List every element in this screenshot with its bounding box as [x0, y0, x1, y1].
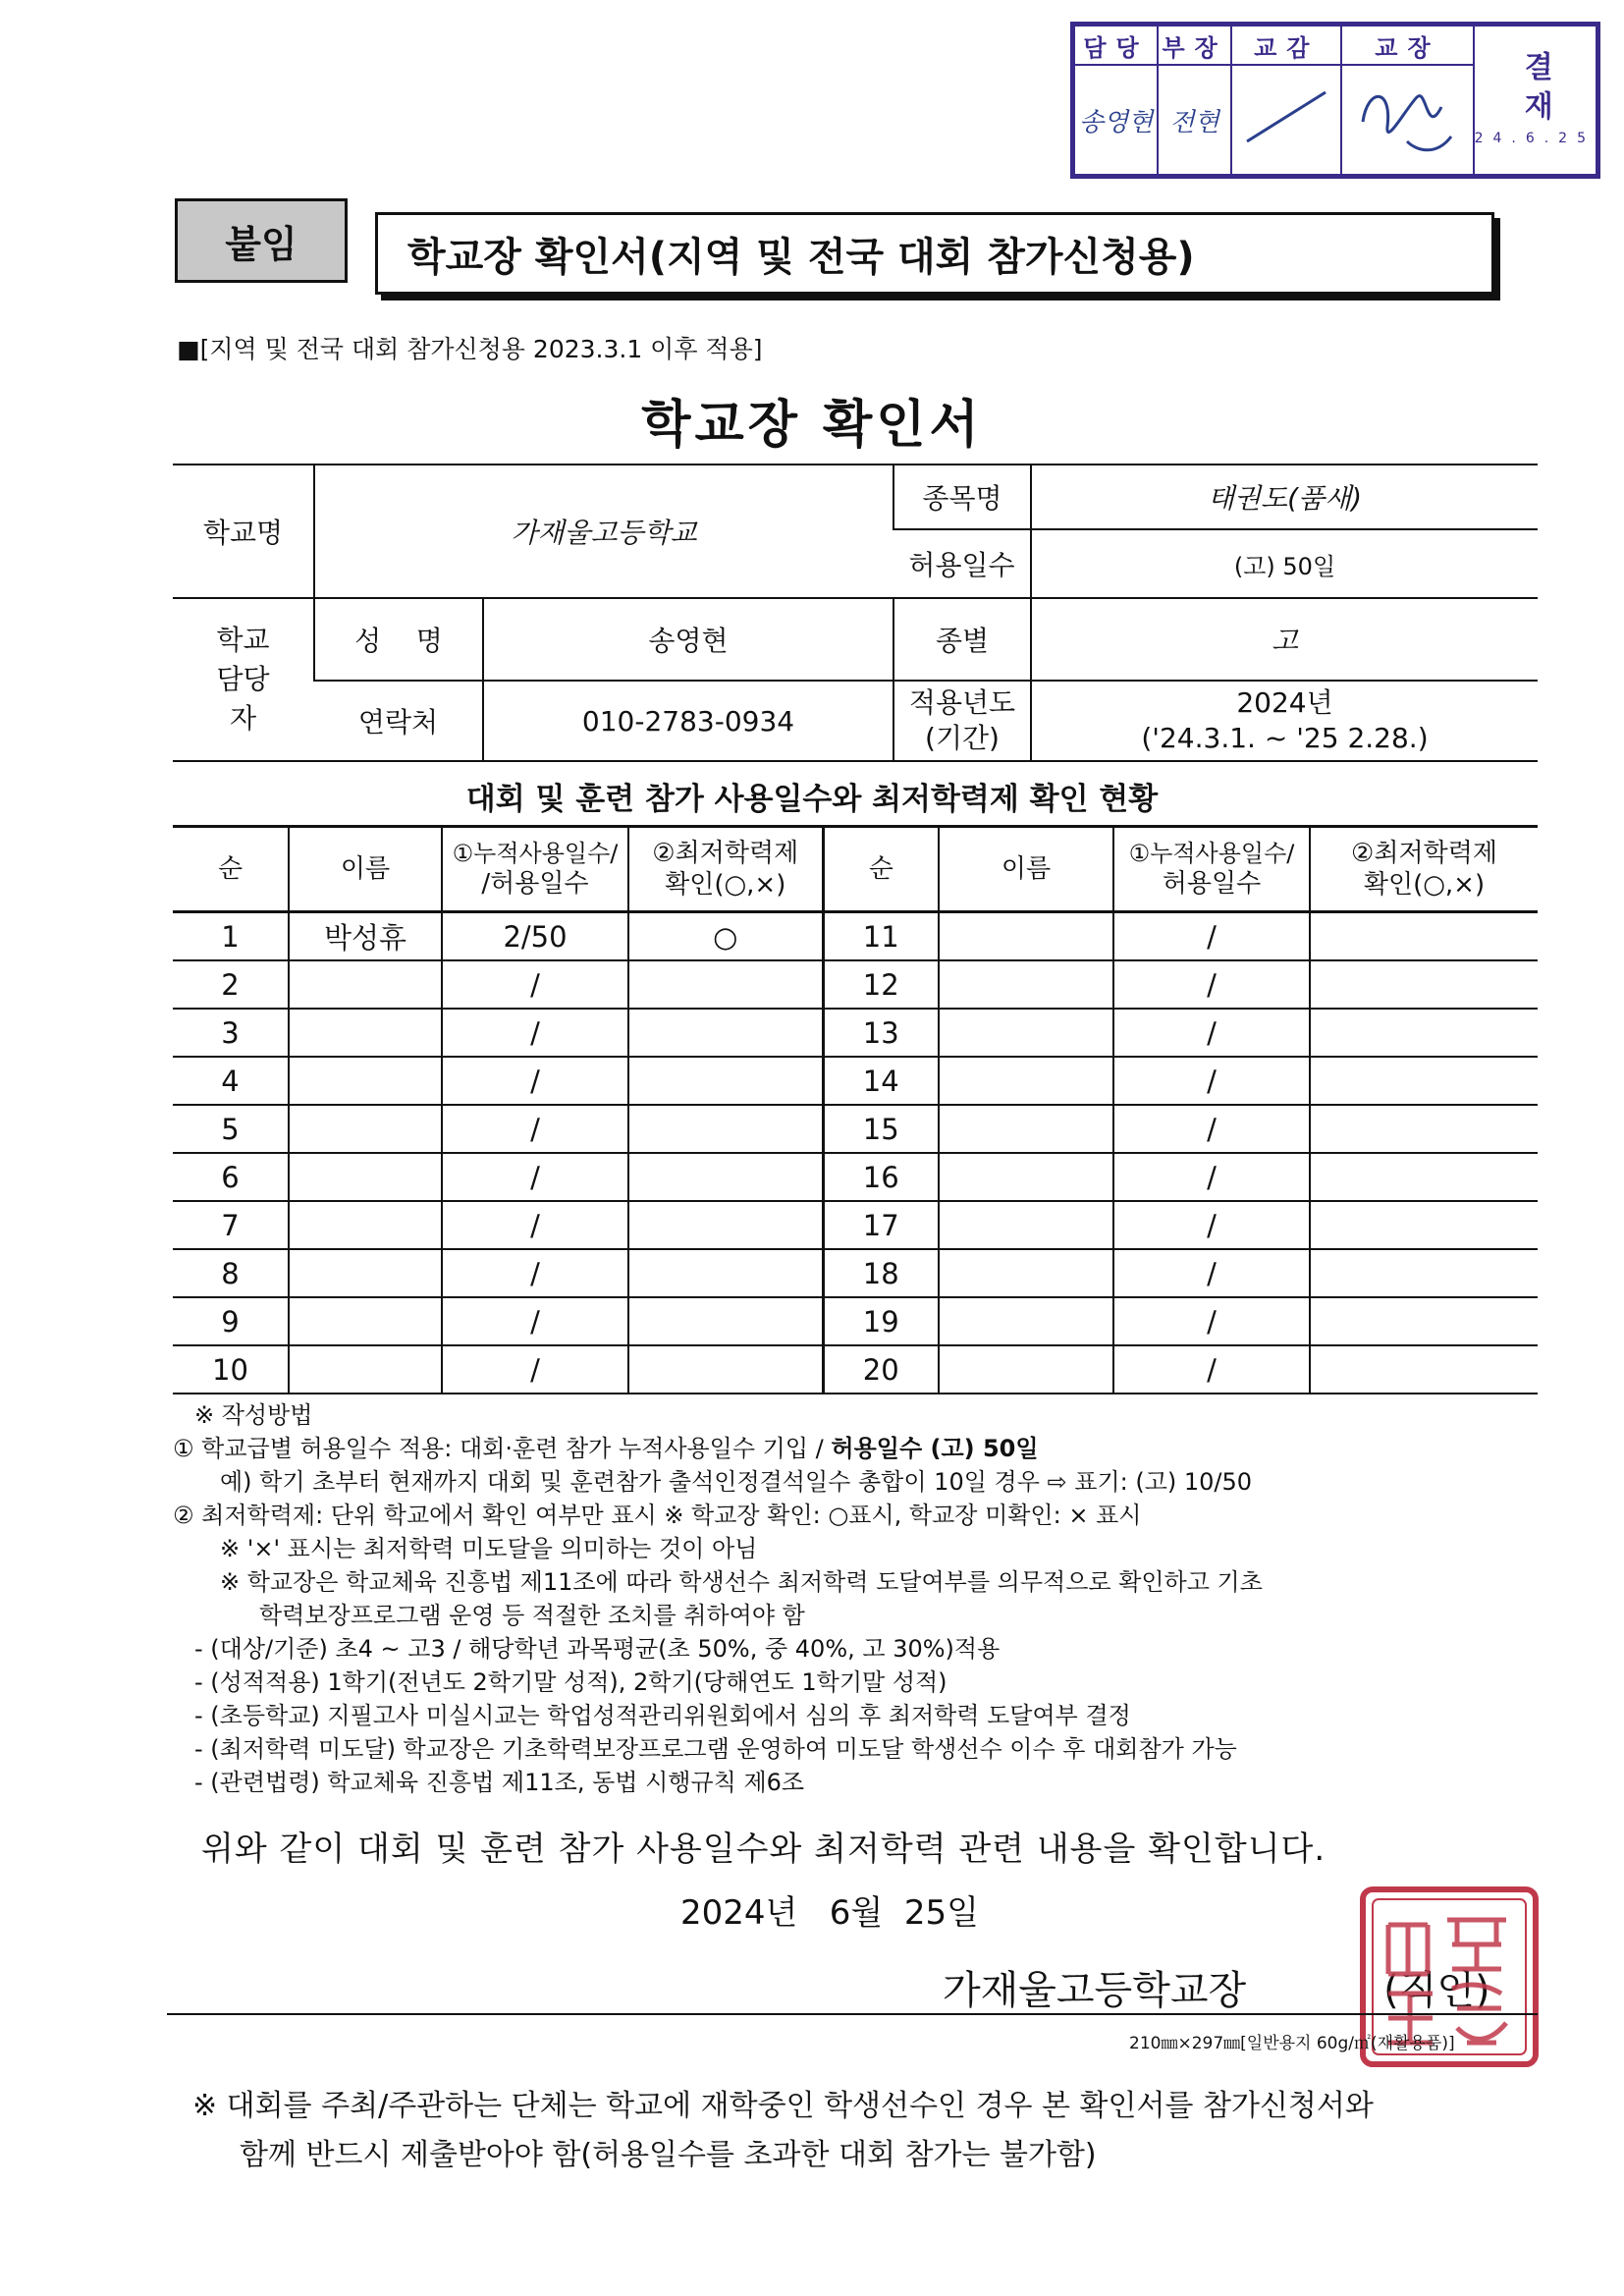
approval-sign-principal [1341, 65, 1473, 175]
divider [167, 2013, 1538, 2015]
participants-table [173, 825, 1538, 1394]
footer-line-2: 함께 반드시 제출받아야 함(허용일수를 초과한 대회 참가는 불가함) [240, 2138, 1097, 2172]
table-row [173, 1201, 1538, 1249]
row-check [1310, 912, 1538, 961]
apply-note: ■[지역 및 전국 대회 참가신청용 2023.3.1 이후 적용] [177, 335, 763, 363]
row-name [289, 1153, 442, 1201]
header-days-1: ①누적사용일수/ [452, 839, 619, 867]
row-no: 17 [823, 1201, 939, 1249]
row-name [289, 1297, 442, 1345]
row-days: / [1113, 1057, 1310, 1105]
period-value-2: ('24.3.1. ~ '25 2.28.) [1141, 722, 1429, 754]
signature-mark [1237, 73, 1335, 161]
table-row [173, 1297, 1538, 1345]
row-name [289, 1057, 442, 1105]
row-name [939, 1057, 1113, 1105]
note-1-text: ① 학교급별 허용일수 적용: 대회·훈련 참가 누적사용일수 기입 / [173, 1435, 832, 1462]
row-no: 11 [823, 912, 939, 961]
table-row [173, 1249, 1538, 1297]
approval-sign-staff: 송영현 [1074, 65, 1158, 175]
row-days: / [442, 1105, 628, 1153]
row-check [1310, 960, 1538, 1009]
note-detail-2: - (성적적용) 1학기(전년도 2학기말 성적), 2학기(당해연도 1학기말 성적) [194, 1668, 947, 1696]
header-check-right-2: 확인(○,×) [1363, 870, 1486, 900]
row-name [939, 1009, 1113, 1057]
header-name: 이름 [289, 827, 442, 912]
row-name [289, 1201, 442, 1249]
row-days: / [442, 1009, 628, 1057]
school-label: 학교명 [173, 465, 314, 598]
row-no: 16 [823, 1153, 939, 1201]
row-days: / [442, 1249, 628, 1297]
row-check [628, 1105, 823, 1153]
manager-label [173, 598, 314, 761]
row-check [1310, 1153, 1538, 1201]
notes-heading: ※ 작성방법 [194, 1401, 313, 1429]
period-value-1: 2024년 [1236, 686, 1333, 719]
row-no: 4 [173, 1057, 289, 1105]
approval-box [1070, 22, 1600, 179]
row-name: 박성휴 [289, 912, 442, 961]
header-check [628, 827, 823, 912]
row-no: 13 [823, 1009, 939, 1057]
row-check [628, 1249, 823, 1297]
allowed-days-value: (고) 50일 [1031, 529, 1538, 598]
row-days: / [1113, 1297, 1310, 1345]
row-no: 2 [173, 960, 289, 1009]
row-no: 5 [173, 1105, 289, 1153]
header-check-right-1: ②최저학력제 [1351, 838, 1497, 868]
note-2-sub-1: ※ '×' 표시는 최저학력 미도달을 의미하는 것이 아님 [220, 1535, 758, 1562]
note-detail-3: - (초등학교) 지필고사 미실시교는 학업성적관리위원회에서 심의 후 최저학력 도달여부 결정 [194, 1702, 1131, 1729]
note-2-sub-2b: 학력보장프로그램 운영 등 적절한 조치를 취하여야 함 [259, 1602, 805, 1629]
row-check [628, 960, 823, 1009]
row-name [289, 1345, 442, 1394]
row-days: / [1113, 1345, 1310, 1394]
row-days: / [1113, 912, 1310, 961]
row-days: / [442, 1057, 628, 1105]
approval-header-staff: 담당 [1074, 26, 1158, 65]
table-row [173, 1057, 1538, 1105]
header-no: 순 [173, 827, 289, 912]
row-no: 9 [173, 1297, 289, 1345]
participants-body [173, 912, 1538, 1394]
row-check [628, 1345, 823, 1394]
header-check-1: ②최저학력제 [652, 838, 799, 868]
category-label: 종별 [893, 598, 1031, 681]
approval-sign-vice [1231, 65, 1341, 175]
manager-label-text: 학교 담당자 [216, 624, 270, 735]
row-name [289, 1105, 442, 1153]
row-no: 15 [823, 1105, 939, 1153]
row-no: 18 [823, 1249, 939, 1297]
approval-sign-dept: 전현 [1158, 65, 1231, 175]
row-no: 12 [823, 960, 939, 1009]
table-row [173, 960, 1538, 1009]
row-name [939, 1153, 1113, 1201]
note-1-example: 예) 학기 초부터 현재까지 대회 및 훈련참가 출석인정결석일수 총합이 10일 경우 ⇨ 표기: (고) 10/50 [220, 1468, 1253, 1496]
header-days-right-1: ①누적사용일수/ [1128, 839, 1295, 867]
row-check: ○ [628, 912, 823, 961]
sport-label: 종목명 [893, 465, 1031, 529]
row-check [628, 1201, 823, 1249]
row-days: / [442, 1345, 628, 1394]
row-name [939, 1345, 1113, 1394]
row-no: 20 [823, 1345, 939, 1394]
row-days: / [1113, 960, 1310, 1009]
row-days: / [1113, 1105, 1310, 1153]
row-name [939, 1297, 1113, 1345]
table-row [173, 1345, 1538, 1394]
row-no: 14 [823, 1057, 939, 1105]
row-days: / [1113, 1153, 1310, 1201]
header-days-right [1113, 827, 1310, 912]
row-no: 3 [173, 1009, 289, 1057]
row-name [939, 1105, 1113, 1153]
row-no: 7 [173, 1201, 289, 1249]
row-days: / [442, 1153, 628, 1201]
table-row [173, 1009, 1538, 1057]
section-title: 대회 및 훈련 참가 사용일수와 최저학력제 확인 현황 [465, 782, 1159, 817]
issue-date: 2024년 6월 25일 [680, 1893, 979, 1933]
banner-title: 학교장 확인서(지역 및 전국 대회 참가신청용) [375, 212, 1494, 295]
footer-line-1: ※ 대회를 주최/주관하는 단체는 학교에 재학중인 학생선수인 경우 본 확인서를 참가신청서와 [192, 2089, 1374, 2123]
row-no: 8 [173, 1249, 289, 1297]
row-name [939, 912, 1113, 961]
row-check [1310, 1009, 1538, 1057]
row-days: 2/50 [442, 912, 628, 961]
attachment-label: 붙임 [175, 198, 348, 283]
row-name [939, 1249, 1113, 1297]
signature-mark [1348, 68, 1466, 166]
paper-spec-note: 210㎜×297㎜[일반용지 60g/㎡(재활용품)] [1129, 2034, 1455, 2053]
row-name [289, 960, 442, 1009]
note-detail-5: - (관련법령) 학교체육 진흥법 제11조, 동법 시행규칙 제6조 [194, 1769, 805, 1796]
row-name [289, 1249, 442, 1297]
table-header-row [173, 827, 1538, 912]
row-name [939, 960, 1113, 1009]
name-value: 송영현 [483, 598, 893, 681]
approval-header-vice: 교감 [1231, 26, 1341, 65]
note-2: ② 최저학력제: 단위 학교에서 확인 여부만 표시 ※ 학교장 확인: ○표시, 학교장 미확인: × 표시 [173, 1502, 1142, 1529]
header-days-right-2: 허용일수 [1162, 868, 1262, 899]
confirmation-statement: 위와 같이 대회 및 훈련 참가 사용일수와 최저학력 관련 내용을 확인합니다. [201, 1830, 1326, 1869]
contact-label: 연락처 [314, 681, 483, 761]
approval-final-date: 24.6.25 [1474, 131, 1596, 147]
row-days: / [1113, 1249, 1310, 1297]
name-label: 성 명 [314, 598, 483, 681]
row-no: 10 [173, 1345, 289, 1394]
row-days: / [1113, 1009, 1310, 1057]
category-value: 고 [1031, 598, 1538, 681]
allowed-days-label: 허용일수 [893, 529, 1031, 598]
note-detail-1: - (대상/기준) 초4 ~ 고3 / 해당학년 과목평균(초 50%, 중 40%, 고 30%)적용 [194, 1635, 1001, 1663]
approval-final [1474, 26, 1597, 175]
header-check-right [1310, 827, 1538, 912]
contact-value: 010-2783-0934 [483, 681, 893, 761]
period-label [893, 681, 1031, 761]
header-name-right: 이름 [939, 827, 1113, 912]
row-check [628, 1153, 823, 1201]
approval-header-dept: 부장 [1158, 26, 1231, 65]
row-days: / [442, 960, 628, 1009]
period-value [1031, 681, 1538, 761]
row-name [289, 1009, 442, 1057]
principal-name-text: 가재울고등학교장 [943, 1968, 1247, 2013]
note-1-emphasis: 허용일수 (고) 50일 [831, 1435, 1039, 1462]
row-no: 19 [823, 1297, 939, 1345]
table-row [173, 1105, 1538, 1153]
note-1 [173, 1432, 1547, 1465]
page-title: 학교장 확인서 [641, 396, 983, 455]
row-days: / [442, 1297, 628, 1345]
row-check [1310, 1297, 1538, 1345]
header-days [442, 827, 628, 912]
header-no-right: 순 [823, 827, 939, 912]
row-check [1310, 1201, 1538, 1249]
school-value: 가재울고등학교 [314, 465, 893, 598]
table-row [173, 1153, 1538, 1201]
row-check [628, 1009, 823, 1057]
row-check [1310, 1249, 1538, 1297]
note-2-sub-2: ※ 학교장은 학교체육 진흥법 제11조에 따라 학생선수 최저학력 도달여부를 의무적으로 확인하고 기초 [220, 1568, 1263, 1596]
approval-header-principal: 교장 [1341, 26, 1473, 65]
row-check [1310, 1345, 1538, 1394]
row-days: / [442, 1201, 628, 1249]
row-check [1310, 1105, 1538, 1153]
approval-final-label: 결재 [1518, 51, 1553, 131]
period-label-2: (기간) [925, 722, 1000, 754]
seal-mark-text: (직인) [1383, 1968, 1490, 2013]
header-days-2: /허용일수 [481, 868, 589, 899]
row-check [628, 1297, 823, 1345]
school-info-table [173, 464, 1538, 762]
sport-value: 태권도(품새) [1031, 465, 1538, 529]
header-check-2: 확인(○,×) [665, 870, 786, 900]
table-row [173, 912, 1538, 961]
footer-notice [192, 2082, 1374, 2180]
row-days: / [1113, 1201, 1310, 1249]
writing-instructions [173, 1398, 1547, 1799]
row-no: 1 [173, 912, 289, 961]
row-no: 6 [173, 1153, 289, 1201]
row-check [1310, 1057, 1538, 1105]
row-check [628, 1057, 823, 1105]
row-name [939, 1201, 1113, 1249]
note-detail-4: - (최저학력 미도달) 학교장은 기초학력보장프로그램 운영하여 미도달 학생선수 이수 후 대회참가 가능 [194, 1735, 1237, 1763]
period-label-1: 적용년도 [908, 686, 1016, 719]
